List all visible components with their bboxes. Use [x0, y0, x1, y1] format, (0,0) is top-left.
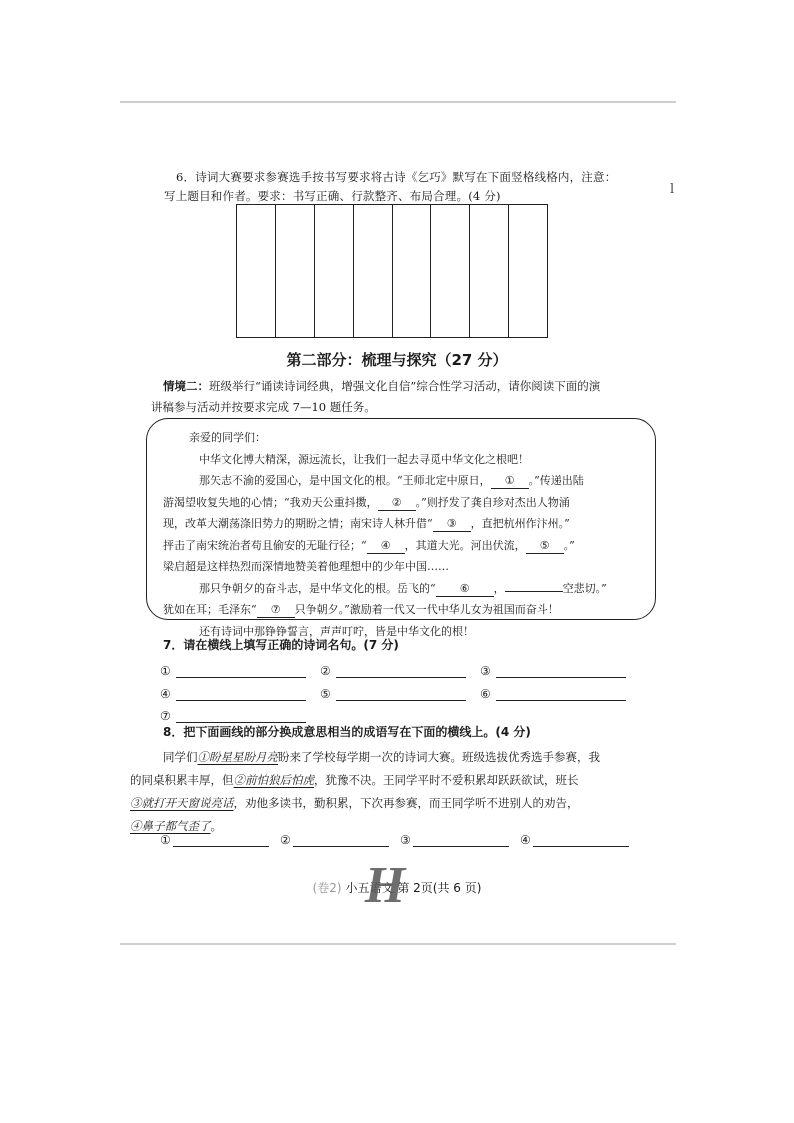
answer-line[interactable] [176, 663, 306, 678]
underlined-phrase-4: ④鼻子都气歪了 [130, 819, 211, 833]
speech-line: 犹如在耳；毛泽东“ ⑦ 只争朝夕。”激励着一代又一代中华儿女为祖国而奋斗！ [163, 603, 559, 616]
scan-top-edge [120, 101, 676, 103]
answer-line[interactable] [496, 686, 626, 701]
answer-number: ④ [160, 687, 171, 701]
blank-6b[interactable] [505, 591, 563, 592]
question-8-title: 8．把下面画线的部分换成意思相当的成语写在下面的横线上。(4 分) [163, 725, 531, 739]
grid-column[interactable] [354, 205, 393, 337]
context-line-2: 讲稿参与活动并按要求完成 7—10 题任务。 [151, 400, 376, 414]
blank-6[interactable]: ⑥ [436, 582, 494, 597]
passage-line: 同学们①盼星星盼月亮盼来了学校每学期一次的诗词大赛。班级选拔优秀选手参赛，我 [163, 750, 600, 764]
answer-cell[interactable] [320, 658, 480, 678]
speech-line: 梁启超是这样热烈而深情地赞美着他理想中的少年中国…… [163, 560, 449, 573]
answer-cell[interactable] [480, 681, 640, 701]
footer-prefix: (卷2) [312, 881, 342, 895]
answer-number: ⑤ [320, 687, 331, 701]
idiom-answer-cell[interactable] [160, 832, 280, 847]
svg-text:H: H [364, 858, 406, 910]
answer-cell[interactable] [160, 703, 330, 723]
speech-line: 中华文化博大精深，源远流长，让我们一起去寻觅中华文化之根吧！ [199, 452, 529, 466]
grid-column[interactable] [470, 205, 509, 337]
answer-number: ② [280, 833, 291, 847]
blank-5[interactable]: ⑤ [526, 539, 564, 554]
grid-column[interactable] [393, 205, 432, 337]
idiom-answer-cell[interactable] [520, 832, 640, 847]
answer-line[interactable] [176, 686, 306, 701]
answer-cell[interactable] [160, 681, 320, 701]
section-title: 第二部分：梳理与探究（27 分） [286, 351, 508, 369]
underlined-phrase-1: ①盼星星盼月亮 [197, 750, 278, 764]
answer-line[interactable] [336, 663, 466, 678]
answer-number: ⑦ [160, 709, 171, 723]
speech-box [146, 418, 656, 638]
question-7-title: 7．请在横线上填写正确的诗词名句。(7 分) [163, 638, 399, 652]
answer-number: ① [160, 664, 171, 678]
speech-line: 现，改革大潮荡涤旧势力的期盼之情；南宋诗人林升借“ ③ ，直把杭州作汴州。” [163, 517, 570, 530]
answer-number: ② [320, 664, 331, 678]
blank-4[interactable]: ④ [367, 539, 405, 554]
answer-number: ⑥ [480, 687, 491, 701]
blank-1[interactable]: ① [491, 474, 529, 489]
answer-number: ③ [400, 833, 411, 847]
speech-line: 还有诗词中那铮铮誓言，声声叮咛，皆是中华文化的根！ [199, 624, 474, 638]
answer-row [160, 658, 640, 678]
speech-line: 那只争朝夕的奋斗志，是中华文化的根。岳飞的“ ⑥ ， 空悲切。” [199, 581, 607, 595]
context-intro [151, 376, 653, 418]
blank-7[interactable]: ⑦ [257, 603, 295, 618]
answer-line[interactable] [336, 686, 466, 701]
writing-grid[interactable] [236, 204, 548, 338]
underlined-phrase-2: ②前怕狼后怕虎 [233, 773, 314, 787]
answer-cell[interactable] [480, 658, 640, 678]
page-footer [0, 879, 794, 896]
speech-line: 抨击了南宋统治者苟且偷安的无耻行径；“ ④ ，其道大光。河出伏流， ⑤ 。” [163, 538, 575, 552]
answer-row [160, 681, 640, 701]
idiom-answer-cell[interactable] [280, 832, 400, 847]
passage-line: ③就打开天窗说亮话，劝他多读书，勤积累，下次再参赛，而王同学听不进别人的劝告， [130, 796, 579, 810]
grid-column[interactable] [431, 205, 470, 337]
margin-mark: l [670, 182, 675, 197]
idiom-answer-cell[interactable] [400, 832, 520, 847]
scan-bottom-edge [120, 943, 676, 945]
speech-greeting: 亲爱的同学们： [189, 431, 266, 444]
answer-number: ① [160, 833, 171, 847]
context-text: 班级举行“诵读诗词经典，增强文化自信”综合性学习活动，请你阅读下面的演 [209, 379, 601, 393]
grid-column[interactable] [509, 205, 547, 337]
answer-row [160, 703, 640, 723]
answer-line[interactable] [173, 832, 269, 847]
idiom-answer-row [160, 832, 640, 847]
answer-number: ③ [480, 664, 491, 678]
answer-line[interactable] [293, 832, 389, 847]
answer-line[interactable] [176, 708, 306, 723]
answer-cell[interactable] [320, 681, 480, 701]
grid-column[interactable] [276, 205, 315, 337]
question-6 [164, 168, 646, 206]
question-6-line-1: 6．诗词大赛要求参赛选手按书写要求将古诗《乞巧》默写在下面竖格线格内，注意： [176, 170, 617, 184]
speech-line: 游渴望收复失地的心情；“我劝天公重抖擞， ② 。”则抒发了龚自珍对杰出人物涌 [163, 495, 570, 509]
answer-number: ④ [520, 833, 531, 847]
underlined-phrase-3: ③就打开天窗说亮话 [130, 796, 234, 810]
answer-line[interactable] [533, 832, 629, 847]
answer-cell[interactable] [160, 658, 320, 678]
answer-line[interactable] [496, 663, 626, 678]
answer-line[interactable] [413, 832, 509, 847]
question-6-line-2: 写上题目和作者。要求：书写正确、行款整齐、布局合理。(4 分) [164, 189, 501, 203]
context-label: 情境二： [163, 379, 209, 393]
passage-line: ④鼻子都气歪了。 [130, 819, 222, 833]
footer-text: 小五语文 第 2页(共 6 页) [345, 881, 482, 895]
blank-3[interactable]: ③ [433, 517, 471, 532]
context-line-1 [163, 376, 653, 397]
grid-column[interactable] [315, 205, 354, 337]
blank-2[interactable]: ② [378, 496, 416, 511]
question-8-passage [130, 746, 650, 838]
speech-line: 那矢志不渝的爱国心，是中国文化的根。“王师北定中原日， ① 。”传递出陆 [199, 474, 584, 487]
passage-line: 的同桌积累丰厚，但②前怕狼后怕虎，犹豫不决。王同学平时不爱积累却跃跃欲试，班长 [130, 773, 579, 787]
grid-column[interactable] [237, 205, 276, 337]
